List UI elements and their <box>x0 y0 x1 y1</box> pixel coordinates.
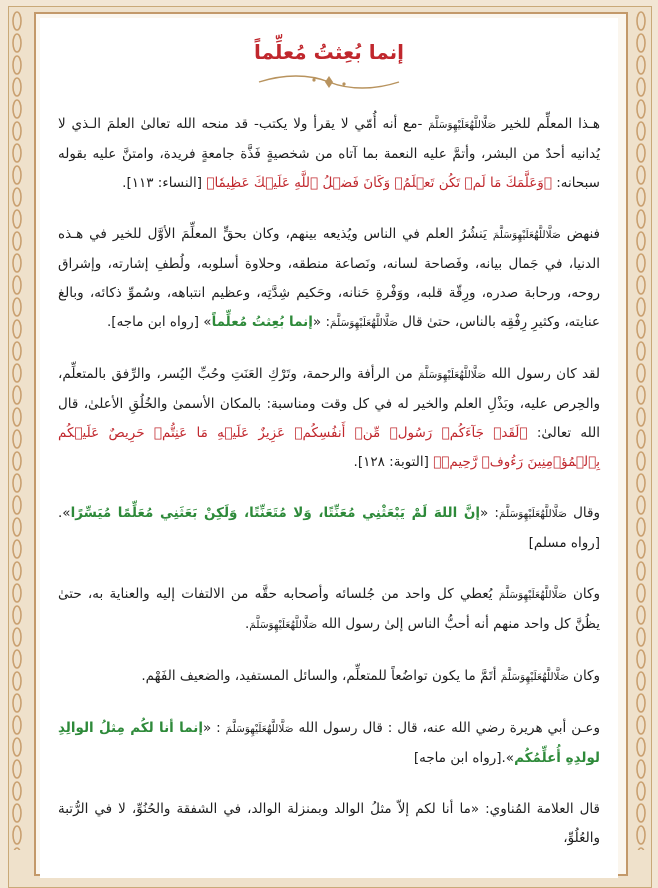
salutation-mark: صَلَّاللَّهُعَلَيْهِوَسَلَّمَ <box>249 619 318 631</box>
article-body <box>58 110 600 867</box>
salutation-mark: صَلَّاللَّهُعَلَيْهِوَسَلَّمَ <box>492 229 561 241</box>
verse-reference: [النساء: ١١٣]. <box>122 175 207 191</box>
salutation-mark: صَلَّاللَّهُعَلَيْهِوَسَلَّمَ <box>500 671 569 683</box>
salutation-mark: صَلَّاللَّهُعَلَيْهِوَسَلَّمَ <box>428 119 497 131</box>
paragraph-1: هـذا المعلِّم للخير صَلَّاللَّهُعَلَيْهِوَسَلَّمَ -مع أنه أُمّي لا يقرأ ولا يكتب- قد منحه الله تعالىٰ العلمَ الـذي لا يُدانيه أحدٌ من البشر، وأتمَّ عليه النعمة بما آتاه من شخصيةٍ فَذَّة جامعةٍ فريدة، وامتنَّ عليه بقوله سبحانه: ﴿وَعَلَّمَكَ مَا لَمۡ تَكُن تَعۡلَمُۚ وَكَانَ فَضۡلُ ٱللَّهِ عَلَيۡكَ عَظِيمٗا﴾ [النساء: ١١٣]. <box>58 116 600 191</box>
paragraph-7: وعـن أبي هريرة رضي الله عنه، قال : قال رسول الله صَلَّاللَّهُعَلَيْهِوَسَلَّمَ : «إنما أنا لكُم مِثلُ الوالِدِ لولدِهِ أُعلِّمُكُم».[رواه ابن ماجه] <box>58 720 600 766</box>
hadith-quote: إنما بُعِثتُ مُعلِّماً <box>211 314 313 330</box>
paragraph-6: وكان صَلَّاللَّهُعَلَيْهِوَسَلَّمَ أتَمَّ ما يكون تواضُعاً للمتعلِّم، والسائل المستفيد، والضعيف الفَهْم. <box>141 668 600 684</box>
salutation-mark: صَلَّاللَّهُعَلَيْهِوَسَلَّمَ <box>498 508 567 520</box>
title-ornament <box>254 72 404 92</box>
quran-verse: ﴿وَعَلَّمَكَ مَا لَمۡ تَكُن تَعۡلَمُۚ وَكَانَ فَضۡلُ ٱللَّهِ عَلَيۡكَ عَظِيمٗا﴾ <box>206 175 552 191</box>
paragraph-2: فنهض صَلَّاللَّهُعَلَيْهِوَسَلَّمَ يَنشُرُ العلم في الناس ويُذيعه بينهم، وكان بحقٍّ المعلِّمَ الأوَّل للخير في هـذه الدنيا، في جَمال بيانه، وفَصاحة لسانه، ونَصاعة منطقه، وحلاوة أسلوبه، ولُطفِ إشارته، وإشراق روحه، ورحابة صدره، ورِقّة قلبه، ووَفْرةِ حَنانه، وحَكيم شِدَّتِه، وعظيم انتباهه، وسُموِّ ذكائه، وبالغ عنايته، وكثيرِ رِفْقِه بالناس، حتىٰ قال صَلَّاللَّهُعَلَيْهِوَسَلَّمَ: «إنما بُعِثتُ مُعلِّماً» [رواه ابن ماجه]. <box>58 226 600 330</box>
hadith-reference: ».[رواه ابن ماجه] <box>413 750 515 766</box>
paragraph-4: وقال صَلَّاللَّهُعَلَيْهِوَسَلَّمَ: «إنَّ اللهَ لَمْ يَبْعَثْنِي مُعَنِّتًا، وَلا مُتَعَنِّتًا، وَلَكِنْ بَعَثَنِي مُعَلِّمًا مُيَسِّرًا». [رواه مسلم] <box>58 505 600 551</box>
left-chain-border <box>10 10 24 850</box>
hadith-quote: إنَّ اللهَ لَمْ يَبْعَثْنِي مُعَنِّتًا، وَلا مُتَعَنِّتًا، وَلَكِنْ بَعَثَنِي مُعَلِّمًا مُيَسِّرًا <box>70 505 480 521</box>
paragraph-3: لقد كان رسول الله صَلَّاللَّهُعَلَيْهِوَسَلَّمَ من الرأفة والرحمة، وتَرْكِ العَنَتِ وحُبِّ اليُسر، والرِّفق بالمتعلِّم، والحِرص عليه، وبَذْلِ العلم والخير له في كل وقت ومناسبة: بالمكان الأسمىٰ والخُلُقِ الأعلىٰ، قال الله تعالىٰ: ﴿لَقَدۡ جَآءَكُمۡ رَسُولٞ مِّنۡ أَنفُسِكُمۡ عَزِيزٌ عَلَيۡهِ مَا عَنِتُّمۡ حَرِيصٌ عَلَيۡكُم بِٱلۡمُؤۡمِنِينَ رَءُوفٞ رَّحِيمٞ﴾ [التوبة: ١٢٨]. <box>58 366 601 470</box>
verse-reference: [التوبة: ١٢٨]. <box>353 454 434 470</box>
salutation-mark: صَلَّاللَّهُعَلَيْهِوَسَلَّمَ <box>225 723 294 735</box>
page-title: إنما بُعِثتُ مُعلِّماً <box>253 40 405 64</box>
hadith-reference: ». [رواه مسلم] <box>58 505 600 551</box>
salutation-mark: صَلَّاللَّهُعَلَيْهِوَسَلَّمَ <box>330 317 398 329</box>
document-page <box>40 18 618 878</box>
salutation-mark: صَلَّاللَّهُعَلَيْهِوَسَلَّمَ <box>498 589 567 601</box>
right-chain-border <box>634 10 648 850</box>
paragraph-5: وكان صَلَّاللَّهُعَلَيْهِوَسَلَّمَ يُعطي كل واحد من جُلسائه وأصحابه حقَّه من الالتفات إليه والعناية به، حتىٰ يظُنَّ كل واحد منهم أنه أحبُّ الناس إلىٰ رسول الله صَلَّاللَّهُعَلَيْهِوَسَلَّمَ. <box>58 586 600 632</box>
quran-verse: ﴿لَقَدۡ جَآءَكُمۡ رَسُولٞ مِّنۡ أَنفُسِكُمۡ عَزِيزٌ عَلَيۡهِ مَا عَنِتُّمۡ حَرِيصٌ عَلَيۡكُم بِٱلۡمُؤۡمِنِينَ رَءُوفٞ رَّحِيمٞ﴾ <box>58 425 600 470</box>
hadith-reference: » [رواه ابن ماجه]. <box>107 314 212 330</box>
hadith-quote: إنما أنا لكُم مِثلُ الوالِدِ لولدِهِ أُعلِّمُكُم <box>58 720 600 766</box>
paragraph-8: قال العلامة المُناوي: «ما أنا لكم إلاّ مثلُ الوالد وبمنزلة الوالد، في الشفقة والحُنُوِّ، لا في الرُّتبة والعُلُوِّ، <box>58 801 600 846</box>
salutation-mark: صَلَّاللَّهُعَلَيْهِوَسَلَّمَ <box>418 369 486 381</box>
